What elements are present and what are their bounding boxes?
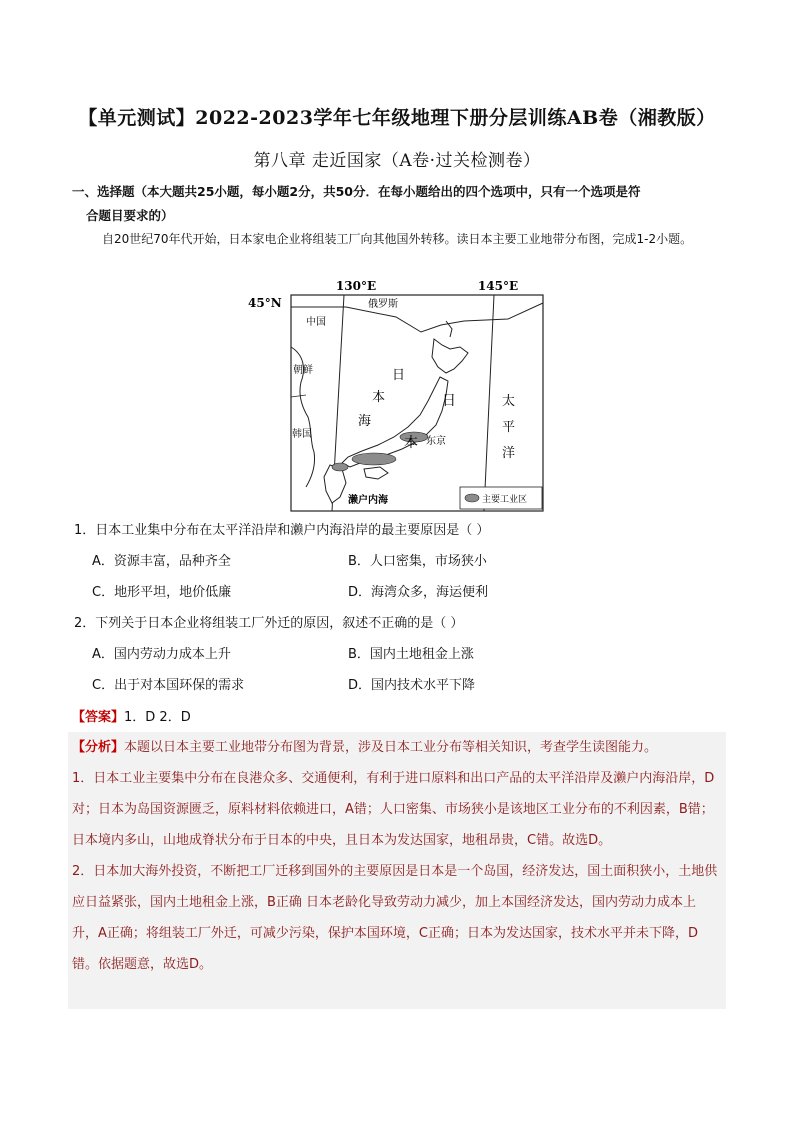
ocean-char-2: 平	[502, 420, 516, 435]
question-1-stem: 1．日本工业集中分布在太平洋沿岸和濑户内海沿岸的最主要原因是（ ）	[74, 523, 490, 538]
tokyo-label: 东京	[426, 436, 446, 447]
answer-line	[72, 706, 191, 725]
lat-45-label: 45°N	[248, 296, 282, 310]
intro-text: 自20世纪70年代开始，日本家电企业将组装工厂向其他国外转移。读日本主要工业地带分布图，完成1-2小题。	[102, 232, 693, 246]
japan-char-1: 日	[442, 393, 456, 409]
ocean-char-3: 洋	[502, 446, 516, 461]
q1-option-a: A．资源丰富，品种齐全	[92, 554, 231, 569]
answer-text: 1．D 2．D	[124, 710, 191, 725]
china-label: 中国	[306, 317, 326, 328]
analysis-tag: 【分析】	[72, 740, 125, 755]
south-korea-label: 韩国	[292, 429, 312, 440]
q2-option-a: A．国内劳动力成本上升	[92, 647, 231, 662]
q1-option-d: D．海湾众多，海运便利	[348, 585, 489, 600]
legend-label: 主要工业区	[482, 495, 528, 505]
sea-char-2: 本	[372, 390, 386, 405]
analysis-lead-text: 本题以日本主要工业地带分布图为背景，涉及日本工业分布等相关知识，考查学生读图能力。	[124, 740, 658, 755]
japan-char-2: 本	[404, 435, 418, 451]
russia-label: 俄罗斯	[368, 299, 398, 310]
q2-option-b: B．国内土地租金上涨	[348, 647, 474, 662]
analysis-block	[68, 732, 726, 1009]
chapter-subtitle: 第八章 走近国家（A卷·过关检测卷）	[253, 151, 541, 171]
seto-label: 濑户内海	[348, 495, 388, 506]
q2-option-c: C．出于对本国环保的需求	[92, 678, 245, 693]
answer-tag: 【答案】	[72, 710, 125, 725]
sea-char-3: 海	[358, 414, 372, 429]
lon-145-label: 145°E	[477, 279, 519, 293]
q1-option-b: B．人口密集，市场狭小	[348, 554, 487, 569]
analysis-lead	[68, 732, 726, 763]
analysis-paragraph-1: 1．日本工业主要集中分布在良港众多、交通便利，有利于进口原料和出口产品的太平洋沿岸及濑户内海沿岸，D对；日本为岛国资源匮乏，原料材料依赖进口，A错；人口密集、市场狭小是该地区工业分布的不利因素，B错；日本境内多山，山地成脊状分布于日本的中央，且日本为发达国家，地租昂贵，C错。故选D。	[72, 771, 715, 848]
section-line-2: 合题目要求的）	[86, 208, 174, 223]
industrial-zone-seto	[352, 453, 396, 465]
section-heading	[72, 180, 732, 228]
sea-char-1: 日	[392, 368, 406, 383]
ocean-char-1: 太	[502, 394, 516, 409]
japan-industry-map	[246, 277, 546, 513]
legend-swatch	[465, 494, 479, 502]
q2-option-d: D．国内技术水平下降	[348, 678, 476, 693]
question-2-stem: 2．下列关于日本企业将组装工厂外迁的原因，叙述不正确的是（ ）	[74, 616, 464, 631]
analysis-paragraph-2: 2．日本加大海外投资，不断把工厂迁移到国外的主要原因是日本是一个岛国，经济发达，国土面积狭小，土地供应日益紧张，国内土地租金上涨，B正确 日本老龄化导致劳动力减少，加上本国经济发达，国内劳动力成本上升，A正确；将组装工厂外迁，可减少污染，保护本国环境，C正确；日本为发达国家，技术水平并未下降，D错。依据题意，故选D。	[72, 864, 718, 972]
page-title: 【单元测试】2022-2023学年七年级地理下册分层训练AB卷（湘教版）	[78, 107, 716, 129]
lon-130-label: 130°E	[335, 279, 377, 293]
q1-option-c: C．地形平坦，地价低廉	[92, 585, 232, 600]
north-korea-label: 朝鲜	[293, 365, 313, 376]
section-line-1: 一、选择题（本大题共25小题，每小题2分，共50分．在每小题给出的四个选项中，只有一个选项是符	[72, 184, 641, 199]
industrial-zone-kyushu	[332, 463, 348, 471]
